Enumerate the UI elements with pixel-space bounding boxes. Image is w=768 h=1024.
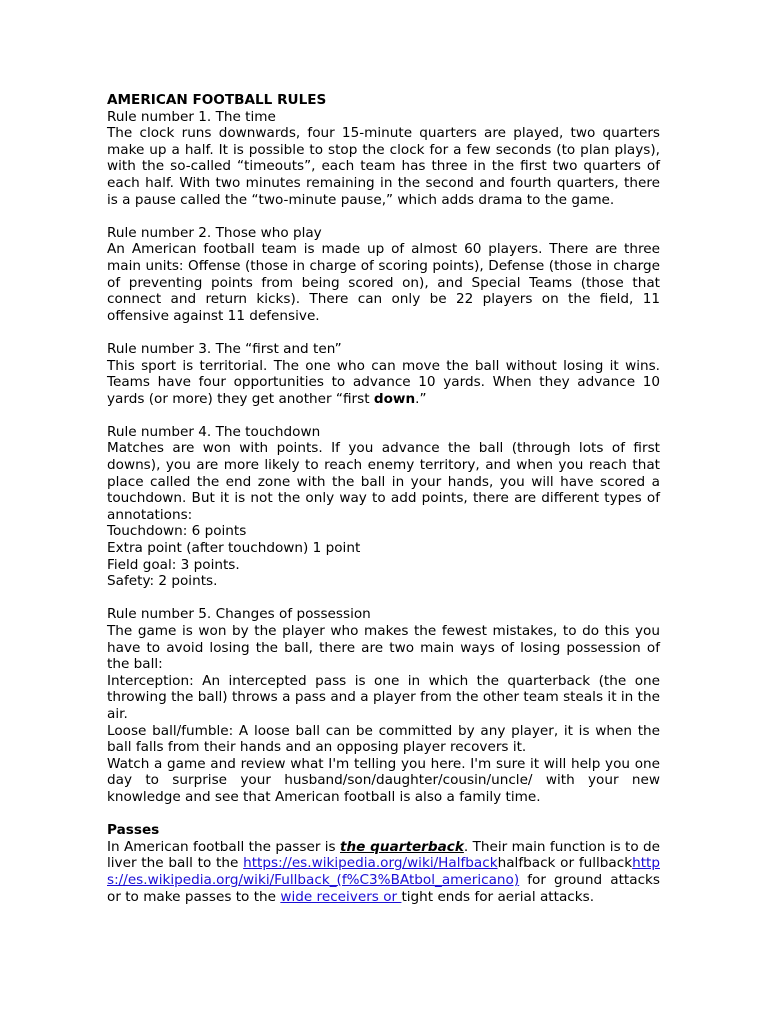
passes-heading: Passes — [107, 822, 160, 839]
rule-5-heading: Rule number 5. Changes of possession — [107, 606, 371, 623]
blank-line — [107, 590, 660, 607]
rule-1-body: The clock runs downwards, four 15-minute quarters are played, two quarters make up a half. It is possible to stop the clock for a few seconds (to plan plays), with the so-called “timeouts”, each team has three in the first two quarters of each half. With two minutes remaining in the second and fourth quarters, there is a pause called the “two-minute pause,” which adds drama to the game. — [107, 125, 660, 208]
blank-line — [107, 806, 660, 823]
rule-2-body: An American football team is made up of almost 60 players. There are three main units: Offense (those in charge of scoring points), Defense (those in charge of preventing points from being scored on), and Special Teams (those that connect and return kicks). There can only be 22 players on the field, 11 offensive against 11 defensive. — [107, 241, 660, 324]
rule-3-text: This sport is territorial. The one who can move the ball without losing it wins. Teams have four opportunities to advance 10 yards. When they advance 10 yards (or more) they get another “first — [107, 357, 660, 407]
blank-line — [107, 407, 660, 424]
blank-line — [107, 208, 660, 225]
passes-text-5: tight ends for aerial attacks. — [401, 888, 595, 905]
score-safety: Safety: 2 points. — [107, 573, 218, 590]
passes-text-3: halfback or fullback — [497, 855, 633, 872]
quarterback-emphasis: the quarterback — [340, 838, 464, 855]
rule-5-body: The game is won by the player who makes the fewest mistakes, to do this you have to avoid losing the ball, there are two main ways of losing possession of the ball: — [107, 623, 660, 673]
passes-body — [107, 839, 660, 905]
score-touchdown: Touchdown: 6 points — [107, 523, 247, 540]
rule-1-heading: Rule number 1. The time — [107, 108, 276, 125]
rule-2-heading: Rule number 2. Those who play — [107, 224, 322, 241]
rule-3-heading: Rule number 3. The “first and ten” — [107, 340, 342, 357]
rule-5-interception: Interception: An intercepted pass is one in which the quarterback (the one throwing the ball) throws a pass and a player from the other team steals it in the air. — [107, 672, 660, 722]
rule-3-text-end: .” — [415, 390, 427, 407]
rule-5-closing: Watch a game and review what I'm telling you here. I'm sure it will help you one day to surprise your husband/son/daughter/cousin/uncle/ with your new knowledge and see that American football is also a family time. — [107, 755, 660, 805]
document-title: AMERICAN FOOTBALL RULES — [107, 92, 327, 108]
passes-text-2: . Their main function is to deliver the ball to the — [107, 838, 661, 872]
wide-receivers-link[interactable]: wide receivers or — [280, 888, 402, 905]
rule-3-bold-word: down — [373, 390, 416, 407]
passes-text-4: for ground attacks or to make passes to the — [107, 871, 660, 905]
score-field-goal: Field goal: 3 points. — [107, 556, 240, 573]
fullback-link[interactable]: https://es.wikipedia.org/wiki/Fullback_(f%C3%BAtbol_americano) — [107, 855, 660, 888]
halfback-link[interactable]: https://es.wikipedia.org/wiki/Halfback — [243, 855, 498, 872]
rule-4-heading: Rule number 4. The touchdown — [107, 423, 321, 440]
document-page — [107, 92, 660, 905]
rule-4-body: Matches are won with points. If you advance the ball (through lots of first downs), you are more likely to reach enemy territory, and when you reach that place called the end zone with the ball in your hands, you will have scored a touchdown. But it is not the only way to add points, there are different types of annotations: — [107, 440, 660, 523]
passes-text-1: In American football the passer is — [107, 838, 340, 855]
rule-5-fumble: Loose ball/fumble: A loose ball can be committed by any player, it is when the ball falls from their hands and an opposing player recovers it. — [107, 722, 660, 756]
score-extra-point: Extra point (after touchdown) 1 point — [107, 540, 361, 557]
rule-3-body — [107, 358, 660, 408]
blank-line — [107, 324, 660, 341]
